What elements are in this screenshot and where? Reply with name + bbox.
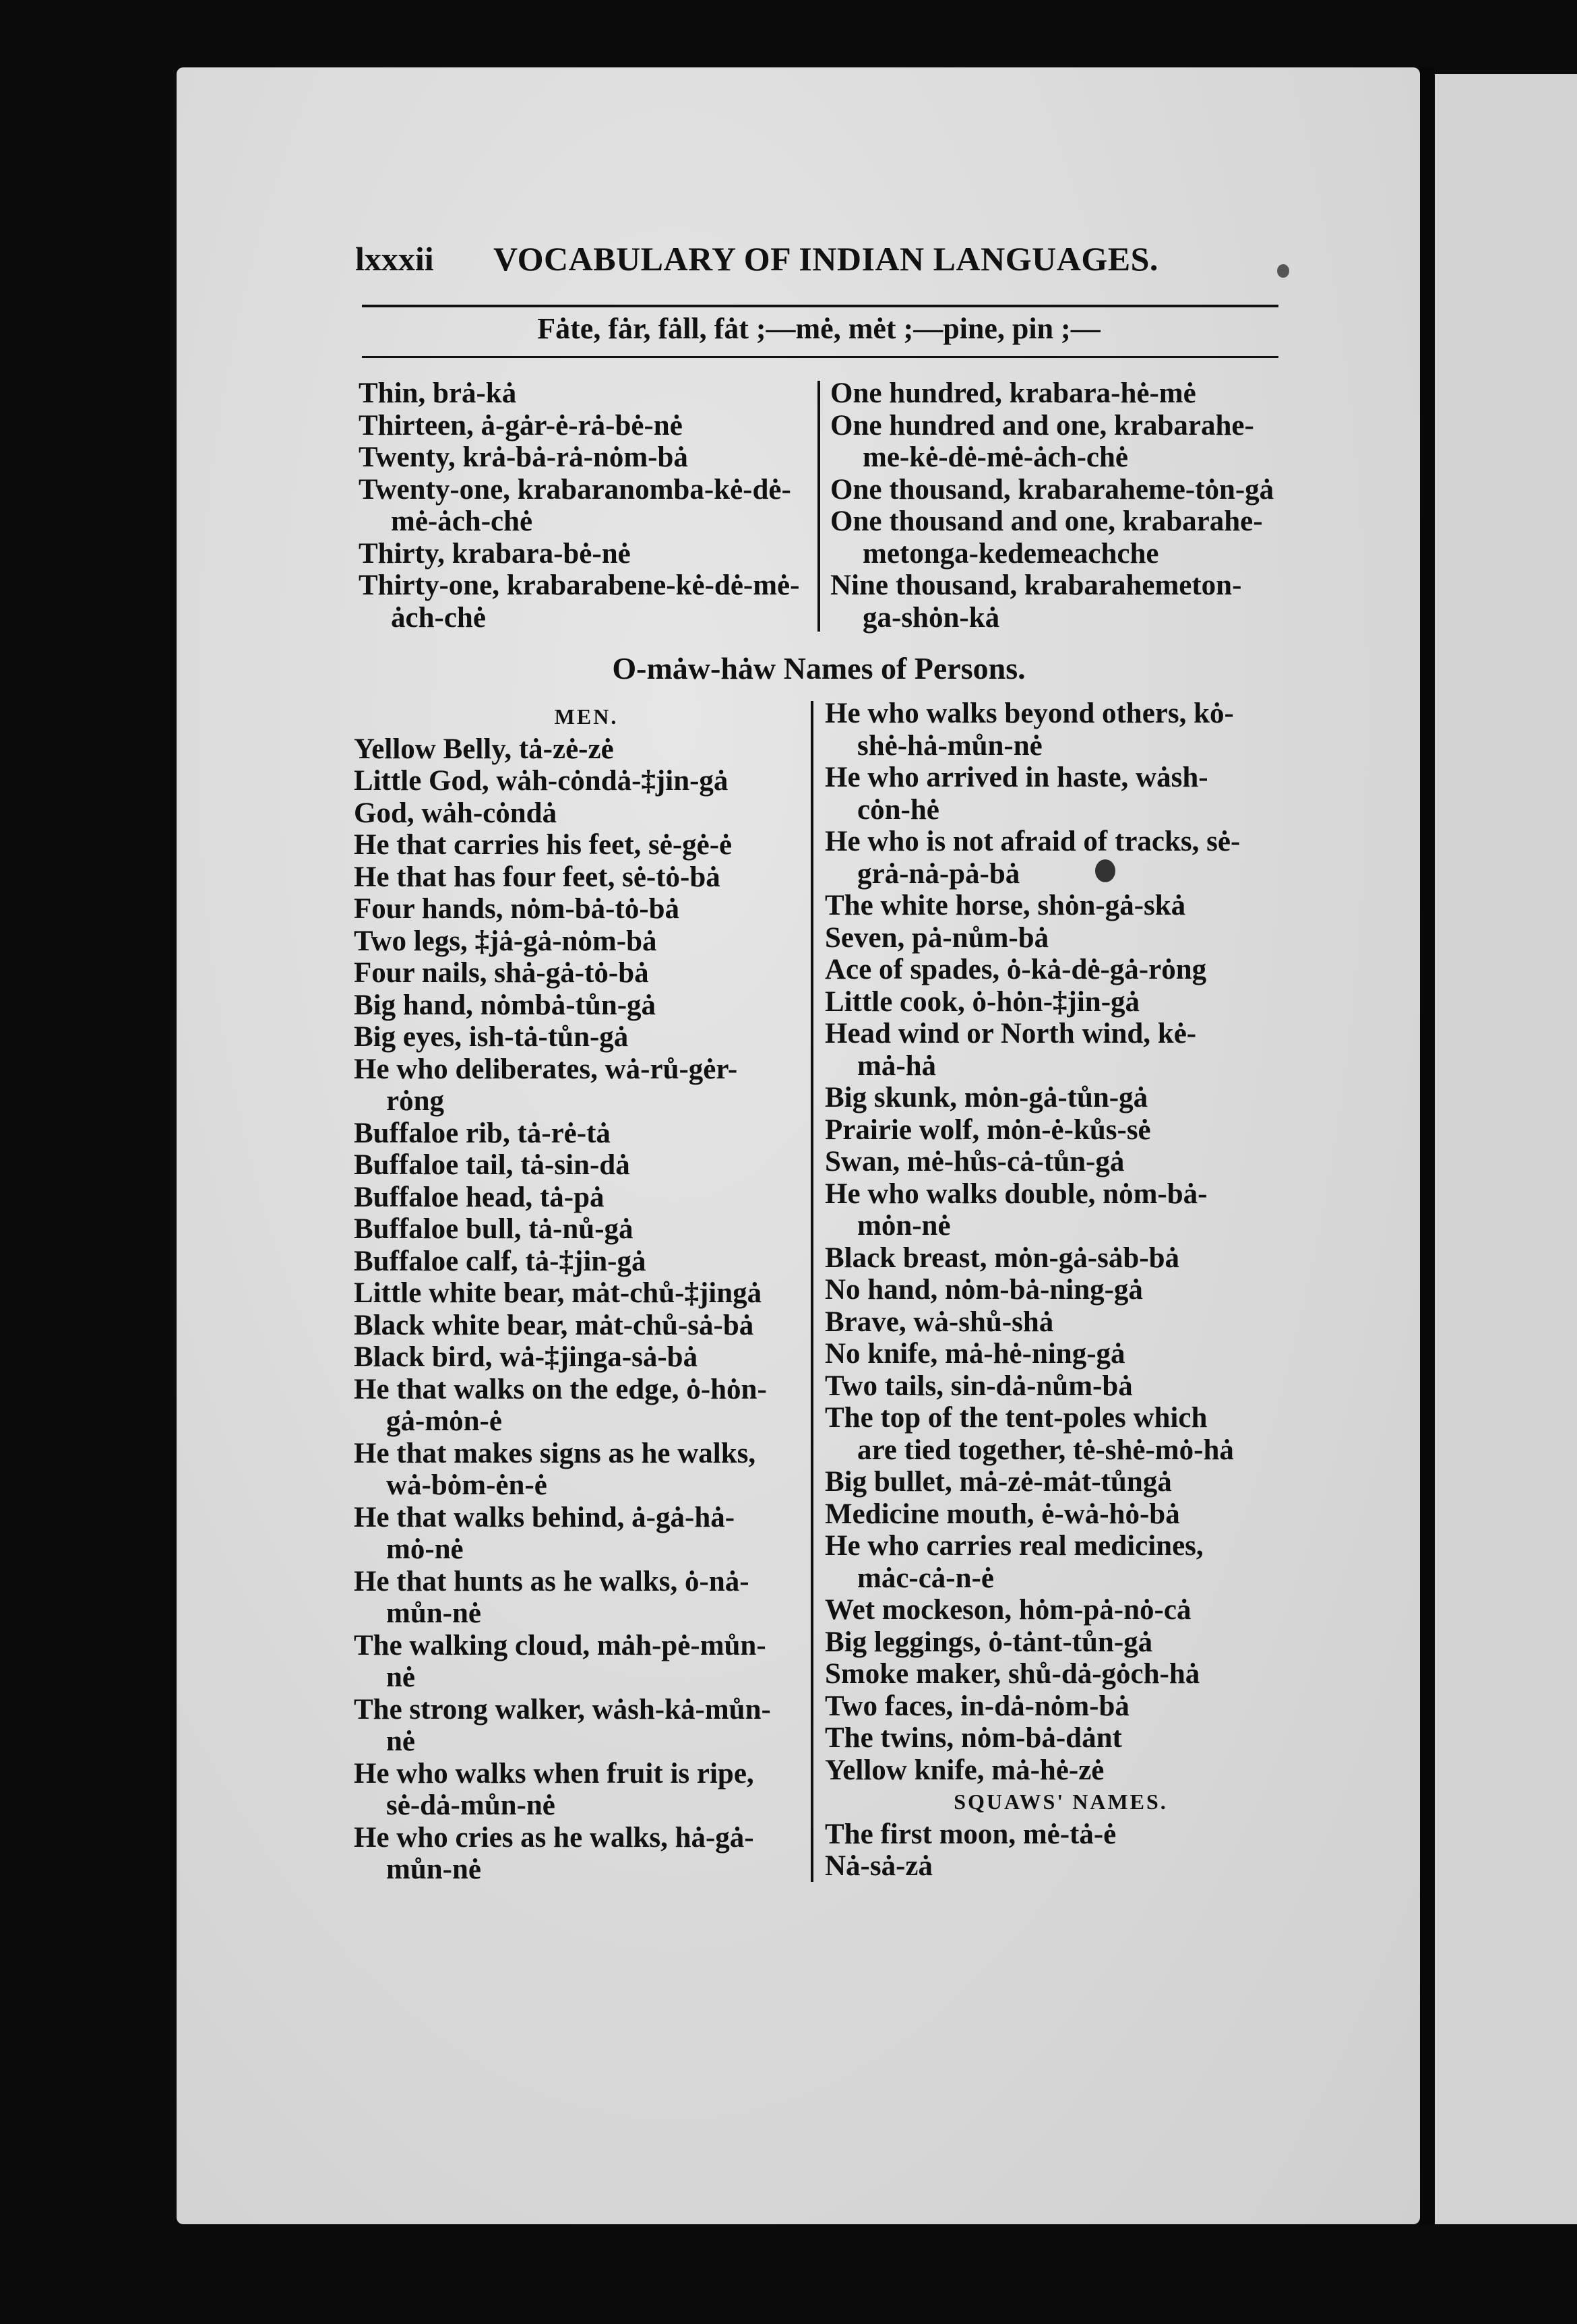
vocab-entry: Little God, wȧh-cȯndȧ-‡jin-gȧ <box>354 765 729 797</box>
vocab-entry: Four nails, shȧ-gȧ-tȯ-bȧ <box>354 957 649 989</box>
header-rule-top <box>362 305 1278 307</box>
ink-speck <box>1277 264 1289 278</box>
vocab-entry: He who deliberates, wȧ-rů-gėr- <box>354 1053 738 1085</box>
vocab-entry: He that has four feet, sė-tȯ-bȧ <box>354 861 720 893</box>
vocab-entry: He who cries as he walks, hȧ-gȧ- <box>354 1821 754 1854</box>
vocab-entry-continuation: grȧ-nȧ-pȧ-bȧ <box>857 857 1020 890</box>
vocab-entry: One hundred, krabara-hė-mė <box>830 377 1196 409</box>
vocab-entry: Big leggings, ȯ-tȧnt-tůn-gȧ <box>825 1626 1153 1658</box>
vocab-entry: Nȧ-sȧ-zȧ <box>825 1850 933 1882</box>
vocab-entry: Twenty, krȧ-bȧ-rȧ-nȯm-bȧ <box>359 441 688 473</box>
vocab-entry: He who walks double, nȯm-bȧ- <box>825 1178 1208 1210</box>
vocab-entry: Thirty-one, krabarabene-kė-dė-mė- <box>359 570 800 601</box>
vocab-entry: He that carries his feet, sė-gė-ė <box>354 829 733 861</box>
vocab-entry: Seven, pȧ-nům-bȧ <box>825 921 1049 954</box>
vocab-entry: The strong walker, wȧsh-kȧ-můn- <box>354 1693 771 1725</box>
vocab-entry-continuation: rȯng <box>386 1085 444 1117</box>
vocab-entry: He who walks when fruit is ripe, <box>354 1757 754 1790</box>
vocab-entry: Prairie wolf, mȯn-ė-kůs-sė <box>825 1113 1151 1146</box>
vocab-entry-continuation: mė-ȧch-chė <box>391 506 533 537</box>
vocab-entry-continuation: shė-hȧ-můn-nė <box>857 729 1043 762</box>
vocab-entry: Yellow knife, mȧ-hė-zė <box>825 1754 1105 1786</box>
vocab-entry-continuation: me-kė-dė-mė-ȧch-chė <box>863 441 1128 473</box>
running-header <box>355 239 1158 286</box>
vocab-entry: Big bullet, mȧ-zė-mȧt-tůngȧ <box>825 1466 1172 1498</box>
vocab-entry: Buffaloe head, tȧ-pȧ <box>354 1181 605 1213</box>
vocab-entry: Thin, brȧ-kȧ <box>359 377 517 409</box>
vocab-entry-continuation: mȯ-nė <box>386 1533 464 1565</box>
vocab-entry: Brave, wȧ-shů-shȧ <box>825 1306 1054 1338</box>
vocab-entry-continuation: cȯn-hė <box>857 793 939 826</box>
vocab-entry-continuation: mȯn-nė <box>857 1210 951 1242</box>
book-gutter <box>1420 67 1435 2224</box>
column-divider-main <box>811 701 813 1882</box>
vocab-entry: Twenty-one, krabaranomba-kė-dė- <box>359 473 791 506</box>
page-title: VOCABULARY OF INDIAN LANGUAGES. <box>493 240 1158 278</box>
vocab-entry: He that walks behind, ȧ-gȧ-hȧ- <box>354 1501 735 1533</box>
header-rule-bottom <box>362 356 1278 358</box>
vocab-entry: Nine thousand, krabarahemeton- <box>830 570 1242 601</box>
vocab-entry: Black bird, wȧ-‡jinga-sȧ-bȧ <box>354 1341 698 1373</box>
vocab-entry-continuation: wȧ-bȯm-ėn-ė <box>386 1469 547 1501</box>
vocab-entry-continuation: are tied together, tė-shė-mȯ-hȧ <box>857 1434 1234 1466</box>
vocab-entry: He that hunts as he walks, ȯ-nȧ- <box>354 1565 749 1597</box>
vocab-entry: Two faces, in-dȧ-nȯm-bȧ <box>825 1690 1130 1722</box>
vocab-entry: Big eyes, ish-tȧ-tůn-gȧ <box>354 1021 629 1053</box>
vocab-entry: He that walks on the edge, ȯ-hȯn- <box>354 1373 767 1405</box>
vocab-entry: Smoke maker, shů-dȧ-gȯch-hȧ <box>825 1658 1200 1690</box>
column-divider-top <box>817 381 820 632</box>
vocab-entry: Little cook, ȯ-hȯn-‡jin-gȧ <box>825 985 1140 1018</box>
vocab-entry: Buffaloe tail, tȧ-sin-dȧ <box>354 1149 630 1181</box>
vocab-entry-continuation: mȧc-cȧ-n-ė <box>857 1562 994 1594</box>
vocab-entry-continuation: mȧ-hȧ <box>857 1049 937 1082</box>
vocab-entry: Ace of spades, ȯ-kȧ-dė-gȧ-rȯng <box>825 954 1207 985</box>
vocab-entry: He who walks beyond others, kȯ- <box>825 698 1234 729</box>
vocab-entry: He that makes signs as he walks, <box>354 1437 756 1469</box>
vocab-entry: The top of the tent-poles which <box>825 1402 1208 1434</box>
men-names-right-column <box>825 698 1297 1883</box>
vocab-entry: Black white bear, mȧt-chů-sȧ-bȧ <box>354 1309 754 1341</box>
vocab-entry: He who carries real medicines, <box>825 1530 1204 1562</box>
vocab-entry: Big skunk, mȯn-gȧ-tůn-gȧ <box>825 1082 1148 1113</box>
vocab-entry: Yellow Belly, tȧ-zė-zė <box>354 733 614 765</box>
vocab-entry: The twins, nȯm-bȧ-dȧnt <box>825 1722 1122 1754</box>
men-subheading: MEN. <box>554 704 619 729</box>
vocab-entry: Two legs, ‡jȧ-gȧ-nȯm-bȧ <box>354 925 657 957</box>
vocab-entry: He who arrived in haste, wȧsh- <box>825 762 1208 793</box>
vocab-entry-continuation: gȧ-mȯn-ė <box>386 1405 502 1437</box>
vocab-entry: Buffaloe calf, tȧ-‡jin-gȧ <box>354 1245 646 1277</box>
vocab-entry: One thousand, krabaraheme-tȯn-gȧ <box>830 473 1274 506</box>
vocab-entry: Big hand, nȯmbȧ-tůn-gȧ <box>354 989 656 1021</box>
vocab-entry: No knife, mȧ-hė-ning-gȧ <box>825 1338 1125 1370</box>
squaws-subheading: SQUAWS' NAMES. <box>954 1790 1168 1814</box>
vocab-entry-continuation: ga-shȯn-kȧ <box>863 601 1000 634</box>
vocab-entry-continuation: můn-nė <box>386 1854 481 1885</box>
vocab-entry: The first moon, mė-tȧ-ė <box>825 1818 1117 1850</box>
vocab-entry: Four hands, nȯm-bȧ-tȯ-bȧ <box>354 893 680 925</box>
vocab-entry: Black breast, mȯn-gȧ-sȧb-bȧ <box>825 1242 1179 1274</box>
vocab-entry: The walking cloud, mȧh-pė-můn- <box>354 1629 766 1661</box>
vocab-entry: Buffaloe rib, tȧ-rė-tȧ <box>354 1117 611 1149</box>
vocab-entry-continuation: ȧch-chė <box>391 601 486 634</box>
vocab-entry: Swan, mė-hůs-cȧ-tůn-gȧ <box>825 1146 1125 1178</box>
vocab-entry: Thirty, krabara-bė-nė <box>359 537 631 570</box>
vocab-entry: Two tails, sin-dȧ-nům-bȧ <box>825 1370 1133 1402</box>
vocab-entry-continuation: metonga-kedemeachche <box>863 537 1159 570</box>
vocab-entry: One thousand and one, krabarahe- <box>830 506 1263 537</box>
vocab-entry-continuation: sė-dȧ-můn-nė <box>386 1790 555 1821</box>
vocab-entry: Head wind or North wind, kė- <box>825 1018 1197 1049</box>
vocab-entry: Medicine mouth, ė-wȧ-hȯ-bȧ <box>825 1498 1180 1530</box>
vocab-entry: No hand, nȯm-bȧ-ning-gȧ <box>825 1274 1143 1306</box>
vocab-entry: He who is not afraid of tracks, sė- <box>825 826 1241 857</box>
vocab-entry: Buffaloe bull, tȧ-nů-gȧ <box>354 1213 633 1245</box>
vocab-entry-continuation: můn-nė <box>386 1597 481 1629</box>
numbers-left-column <box>359 377 824 634</box>
men-names-left-column <box>354 701 819 1886</box>
numbers-right-column <box>830 377 1302 634</box>
vocab-entry: Little white bear, mȧt-chů-‡jingȧ <box>354 1277 762 1309</box>
vocab-entry-continuation: nė <box>386 1661 415 1693</box>
section-title: O-mȧw-hȧw Names of Persons. <box>612 651 1026 685</box>
adjacent-page-edge <box>1435 74 1577 2224</box>
vocab-entry: The white horse, shȯn-gȧ-skȧ <box>825 890 1186 921</box>
vocab-entry: God, wȧh-cȯndȧ <box>354 797 557 829</box>
vocab-entry-continuation: nė <box>386 1725 415 1757</box>
vocab-entry: Wet mockeson, hȯm-pȧ-nȯ-cȧ <box>825 1594 1192 1626</box>
page-number: lxxxii <box>355 240 434 278</box>
vocab-entry: Thirteen, ȧ-gȧr-ė-rȧ-bė-nė <box>359 409 683 441</box>
vocab-entry: One hundred and one, krabarahe- <box>830 409 1254 441</box>
pronunciation-key: Fȧte, fȧr, fȧll, fȧt ;—mė, mėt ;—pine, pin ;— <box>537 312 1101 345</box>
